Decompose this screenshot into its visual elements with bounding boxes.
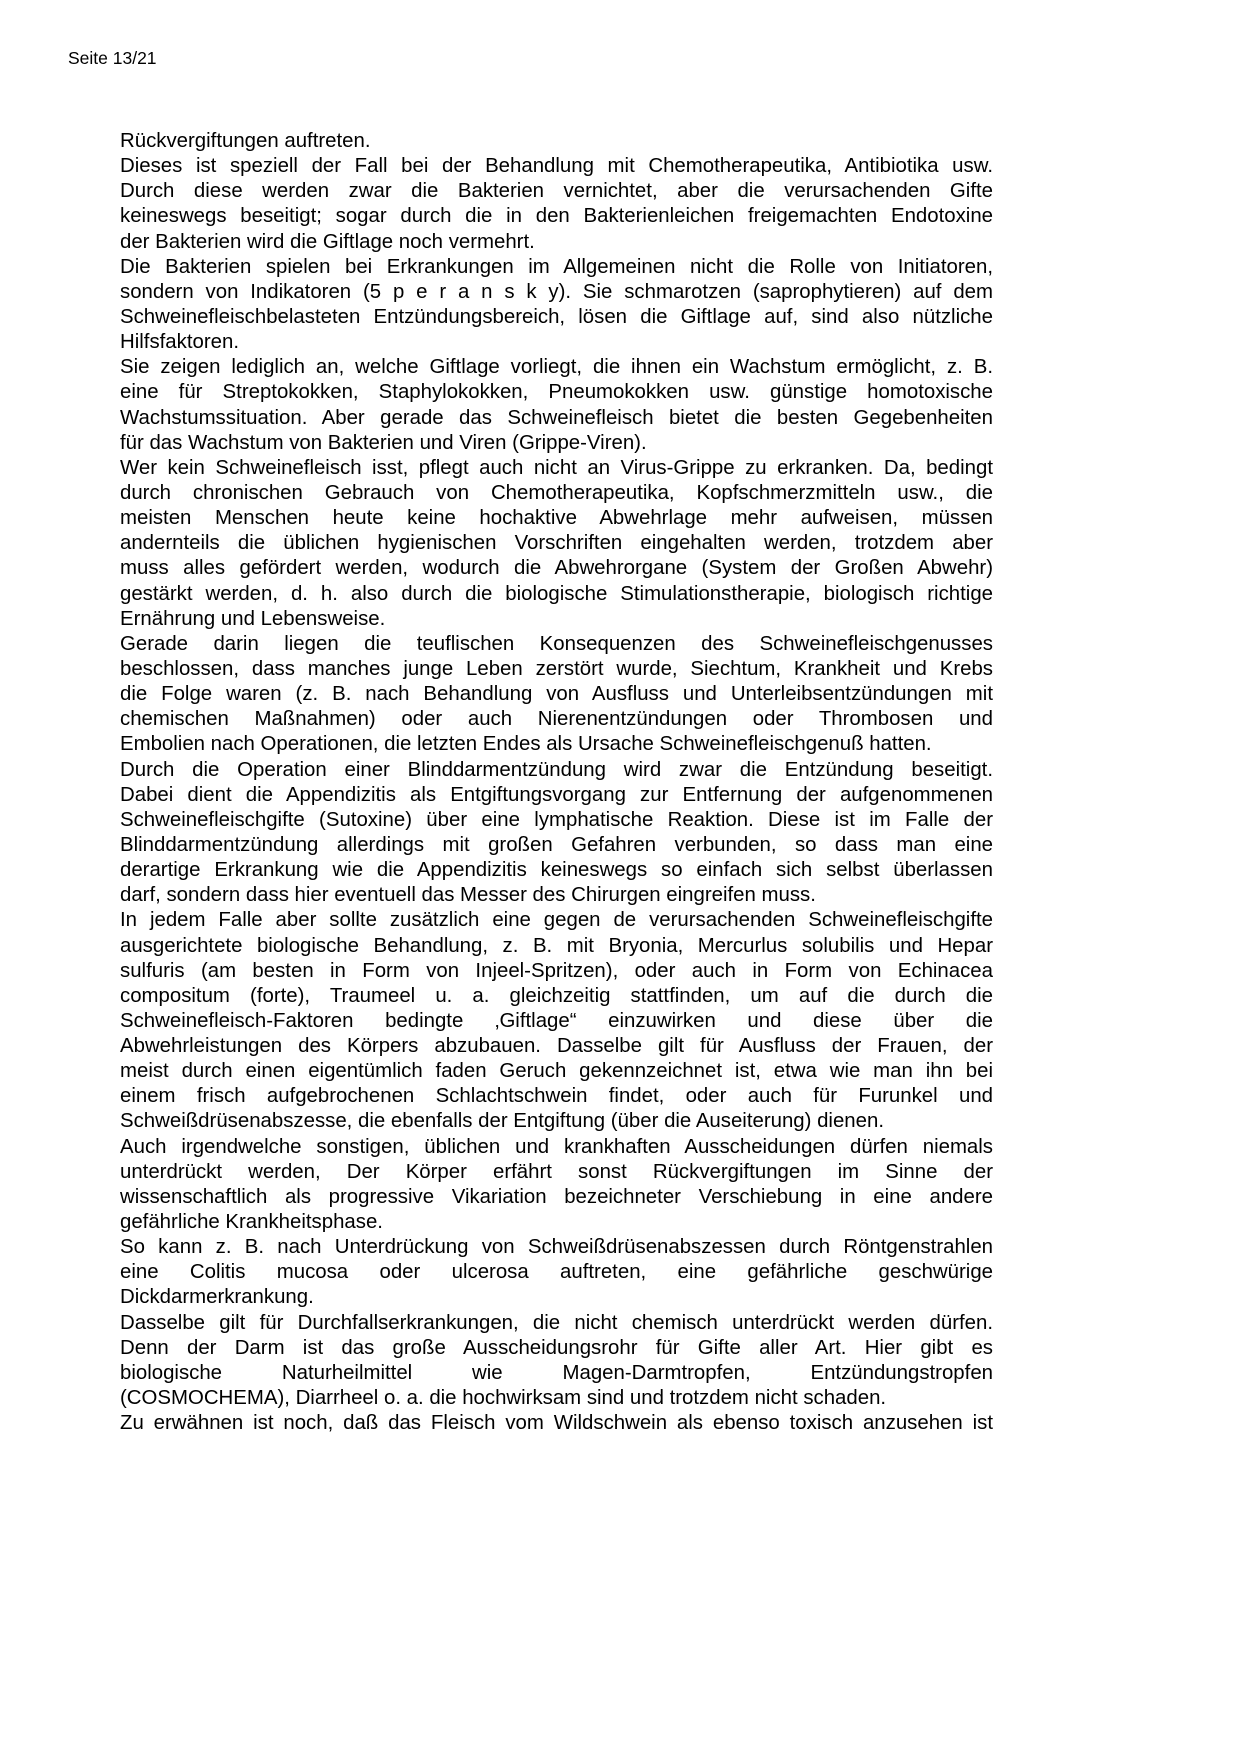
text-line: muss alles gefördert werden, wodurch die Abwehrorgane (System der Großen Abwehr) (120, 557, 993, 580)
text-line: eine Colitis mucosa oder ulcerosa auftreten, eine gefährliche geschwürige (120, 1261, 993, 1284)
text-line: So kann z. B. nach Unterdrückung von Schweißdrüsenabszessen durch Röntgenstrahlen (120, 1236, 993, 1259)
text-line: eine für Streptokokken, Staphylokokken, Pneumokokken usw. günstige homotoxische (120, 381, 993, 404)
text-line: Durch diese werden zwar die Bakterien vernichtet, aber die verursachenden Gifte (120, 180, 993, 203)
text-line: andernteils die üblichen hygienischen Vorschriften eingehalten werden, trotzdem aber (120, 532, 993, 555)
text-line: für das Wachstum von Bakterien und Viren (Grippe-Viren). (120, 431, 647, 454)
paragraph (120, 758, 993, 909)
text-line: beschlossen, dass manches junge Leben zerstört wurde, Siechtum, Krankheit und Krebs (120, 657, 993, 680)
text-line: Dieses ist speziell der Fall bei der Behandlung mit Chemotherapeutika, Antibiotika usw. (120, 155, 993, 178)
paragraph (120, 129, 993, 154)
text-line: Gerade darin liegen die teuflischen Konsequenzen des Schweinefleischgenusses (120, 632, 993, 655)
text-line: chemischen Maßnahmen) oder auch Nierenentzündungen oder Thrombosen und (120, 708, 993, 731)
text-line: derartige Erkrankung wie die Appendizitis keineswegs so einfach sich selbst überlassen (120, 859, 993, 882)
text-line: Durch die Operation einer Blinddarmentzündung wird zwar die Entzündung beseitigt. (120, 758, 993, 781)
text-line: Ernährung und Lebensweise. (120, 607, 386, 630)
text-line: compositum (forte), Traumeel u. a. gleichzeitig stattfinden, um auf die durch die (120, 984, 993, 1007)
text-line: wissenschaftlich als progressive Vikariation bezeichneter Verschiebung in eine andere (120, 1185, 993, 1208)
text-line: Dickdarmerkrankung. (120, 1286, 314, 1309)
text-line: Dasselbe gilt für Durchfallserkrankungen, die nicht chemisch unterdrückt werden dürfen. (120, 1311, 993, 1334)
paragraph (120, 255, 993, 356)
paragraph (120, 1235, 993, 1310)
text-line: Blinddarmentzündung allerdings mit großen Gefahren verbunden, so dass man eine (120, 833, 993, 856)
paragraph (120, 456, 993, 632)
text-line: Denn der Darm ist das große Ausscheidungsrohr für Gifte aller Art. Hier gibt es (120, 1336, 993, 1359)
text-line: die Folge waren (z. B. nach Behandlung von Ausfluss und Unterleibsentzündungen mit (120, 683, 993, 706)
text-line: Schweinefleischbelasteten Entzündungsbereich, lösen die Giftlage auf, sind also nützliche (120, 305, 993, 328)
text-line: Hilfsfaktoren. (120, 331, 239, 354)
paragraph (120, 908, 993, 1134)
text-line: Embolien nach Operationen, die letzten Endes als Ursache Schweinefleischgenuß hatten. (120, 733, 932, 756)
text-line: ausgerichtete biologische Behandlung, z. B. mit Bryonia, Mercurlus solubilis und Hepar (120, 934, 993, 957)
paragraph (120, 1411, 993, 1436)
text-line: Wer kein Schweinefleisch isst, pflegt auch nicht an Virus-Grippe zu erkranken. Da, bedingt (120, 456, 993, 479)
text-line: darf, sondern dass hier eventuell das Messer des Chirurgen eingreifen muss. (120, 884, 816, 907)
text-line: Schweinefleischgifte (Sutoxine) über eine lymphatische Reaktion. Diese ist im Falle der (120, 808, 993, 831)
text-line: sondern von Indikatoren (5 p e r a n s k y). Sie schmarotzen (saprophytieren) auf dem (120, 280, 993, 303)
text-line: Sie zeigen lediglich an, welche Giftlage vorliegt, die ihnen ein Wachstum ermöglicht, z. B. (120, 356, 993, 379)
text-line: Zu erwähnen ist noch, daß das Fleisch vom Wildschwein als ebenso toxisch anzusehen ist (120, 1412, 993, 1435)
paragraph (120, 1311, 993, 1412)
text-line: Schweinefleisch-Faktoren bedingte ‚Giftlage“ einzuwirken und diese über die (120, 1009, 993, 1032)
text-line: Wachstumssituation. Aber gerade das Schweinefleisch bietet die besten Gegebenheiten (120, 406, 993, 429)
text-line: der Bakterien wird die Giftlage noch vermehrt. (120, 230, 535, 253)
text-line: gefährliche Krankheitsphase. (120, 1211, 383, 1234)
paragraph (120, 154, 993, 255)
text-line: keineswegs beseitigt; sogar durch die in den Bakterienleichen freigemachten Endotoxine (120, 205, 993, 228)
text-line: biologische Naturheilmittel wie Magen-Darmtropfen, Entzündungstropfen (120, 1361, 993, 1384)
paragraph (120, 1135, 993, 1236)
text-line: In jedem Falle aber sollte zusätzlich eine gegen de verursachenden Schweinefleischgifte (120, 909, 993, 932)
text-line: Schweißdrüsenabszesse, die ebenfalls der Entgiftung (über die Auseiterung) dienen. (120, 1110, 884, 1133)
text-line: Abwehrleistungen des Körpers abzubauen. Dasselbe gilt für Ausfluss der Frauen, der (120, 1035, 993, 1058)
text-line: Die Bakterien spielen bei Erkrankungen im Allgemeinen nicht die Rolle von Initiatoren, (120, 255, 993, 278)
paragraph (120, 632, 993, 758)
text-line: Rückvergiftungen auftreten. (120, 130, 371, 152)
document-body (120, 129, 993, 1436)
text-line: Dabei dient die Appendizitis als Entgiftungsvorgang zur Entfernung der aufgenommenen (120, 783, 993, 806)
text-line: sulfuris (am besten in Form von Injeel-Spritzen), oder auch in Form von Echinacea (120, 959, 993, 982)
text-line: gestärkt werden, d. h. also durch die biologische Stimulationstherapie, biologisch richtige (120, 582, 993, 605)
text-line: durch chronischen Gebrauch von Chemotherapeutika, Kopfschmerzmitteln usw., die (120, 481, 993, 504)
text-line: unterdrückt werden, Der Körper erfährt sonst Rückvergiftungen im Sinne der (120, 1160, 993, 1183)
text-line: meisten Menschen heute keine hochaktive Abwehrlage mehr aufweisen, müssen (120, 507, 993, 530)
text-line: meist durch einen eigentümlich faden Geruch gekennzeichnet ist, etwa wie man ihn bei (120, 1060, 993, 1083)
page-number: Seite 13/21 (68, 48, 157, 68)
text-line: Auch irgendwelche sonstigen, üblichen und krankhaften Ausscheidungen dürfen niemals (120, 1135, 993, 1158)
text-line: (COSMOCHEMA), Diarrheel o. a. die hochwirksam sind und trotzdem nicht schaden. (120, 1387, 887, 1410)
paragraph (120, 355, 993, 456)
text-line: einem frisch aufgebrochenen Schlachtschwein findet, oder auch für Furunkel und (120, 1085, 993, 1108)
